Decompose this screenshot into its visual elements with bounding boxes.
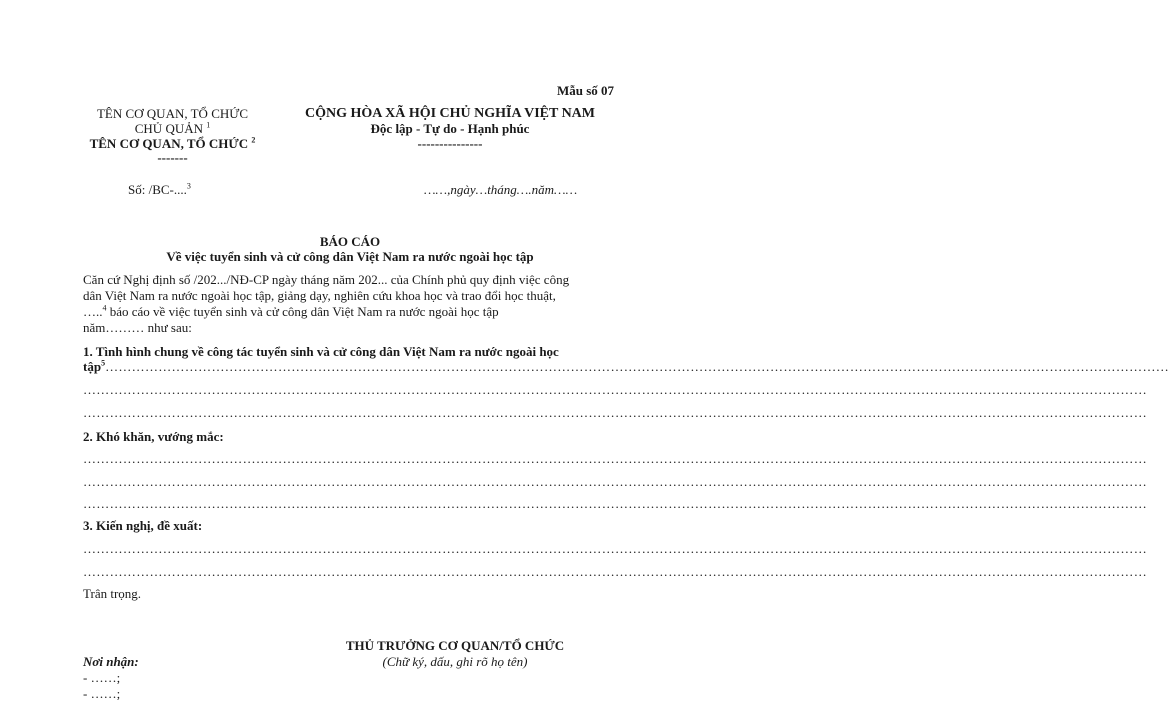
report-subtitle: Về việc tuyển sinh và cử công dân Việt Nam ra nước ngoài học tập <box>166 249 534 264</box>
signature-note: (Chữ ký, dấu, ghi rõ họ tên) <box>382 654 528 669</box>
basis-line-3-footnote: 4 <box>102 303 107 313</box>
dotted-line: …………………………………………………………………………………………………………………………………………………………………………………………………………………… <box>83 474 1147 489</box>
section-1-heading-tail: tập <box>83 359 102 374</box>
report-title: BÁO CÁO <box>319 234 381 249</box>
agency-parent-footnote: 1 <box>206 120 211 130</box>
dotted-line: …………………………………………………………………………………………………………………………………………………………………………………………………………………… <box>83 382 1147 397</box>
closing-text: Trân trọng. <box>83 586 142 601</box>
dotted-line: …………………………………………………………………………………………………………………………………………………………………………………………………………………… <box>83 541 1147 556</box>
section-1-heading: 1. Tình hình chung về công tác tuyển sinh và cử công dân Việt Nam ra nước ngoài học <box>83 344 559 359</box>
recipient-item: - ……; <box>83 670 121 685</box>
recipient-item: - ……; <box>83 686 121 701</box>
dotted-line: …………………………………………………………………………………………………………………………………………………………………………………………………………………… <box>83 496 1147 511</box>
section-1-footnote: 5 <box>101 358 106 368</box>
left-header-separator: ------- <box>157 150 188 165</box>
agency-footnote: 2 <box>251 135 256 145</box>
basis-line-3-text: báo cáo về việc tuyển sinh và cử công dân Việt Nam ra nước ngoài học tập <box>106 304 499 319</box>
agency-name-label: TÊN CƠ QUAN, TỔ CHỨC <box>89 136 249 151</box>
basis-line-1: Căn cứ Nghị định số /202.../NĐ-CP ngày tháng năm 202... của Chính phủ quy định việc công <box>83 272 570 287</box>
national-motto: Độc lập - Tự do - Hạnh phúc <box>370 121 530 136</box>
form-number: Mẫu số 07 <box>557 83 615 98</box>
basis-line-3 <box>83 304 499 320</box>
signature-title: THỦ TRƯỞNG CƠ QUAN/TỔ CHỨC <box>345 638 565 653</box>
recipients-label: Nơi nhận: <box>83 654 139 669</box>
document-number-label: Số: /BC-.... <box>128 182 187 197</box>
basis-line-4: năm……… như sau: <box>83 320 192 335</box>
agency-parent-label: CHỦ QUẢN <box>134 121 203 136</box>
dotted-line: …………………………………………………………………………………………………………………………………………………………………………………………………………………… <box>83 564 1147 579</box>
date-line: ……,ngày…tháng….năm…… <box>424 182 578 197</box>
dotted-line: …………………………………………………………………………………………………………………………………………………………………………………………………………………… <box>83 405 1147 420</box>
section-2-heading: 2. Khó khăn, vướng mắc: <box>83 429 224 444</box>
document-number-footnote: 3 <box>186 181 191 191</box>
document-number <box>128 182 191 198</box>
agency-parent-line-2 <box>80 121 265 137</box>
dotted-line: …………………………………………………………………………………………………………………………………………………………………………………………………………………… <box>83 451 1147 466</box>
dotted-line: …………………………………………………………………………………………………………………………………………………………………………………………………………………… <box>105 359 1169 374</box>
country-name: CỘNG HÒA XÃ HỘI CHỦ NGHĨA VIỆT NAM <box>304 106 595 121</box>
section-1-heading-line-2 <box>83 358 1169 375</box>
agency-parent-line-1: TÊN CƠ QUAN, TỔ CHỨC <box>96 106 249 121</box>
section-3-heading: 3. Kiến nghị, đề xuất: <box>83 518 203 533</box>
basis-line-2: dân Việt Nam ra nước ngoài học tập, giảng dạy, nghiên cứu khoa học và trao đổi học thuật, <box>83 288 556 303</box>
basis-line-3-prefix: ….. <box>83 304 103 319</box>
right-header-separator: --------------- <box>417 136 483 151</box>
